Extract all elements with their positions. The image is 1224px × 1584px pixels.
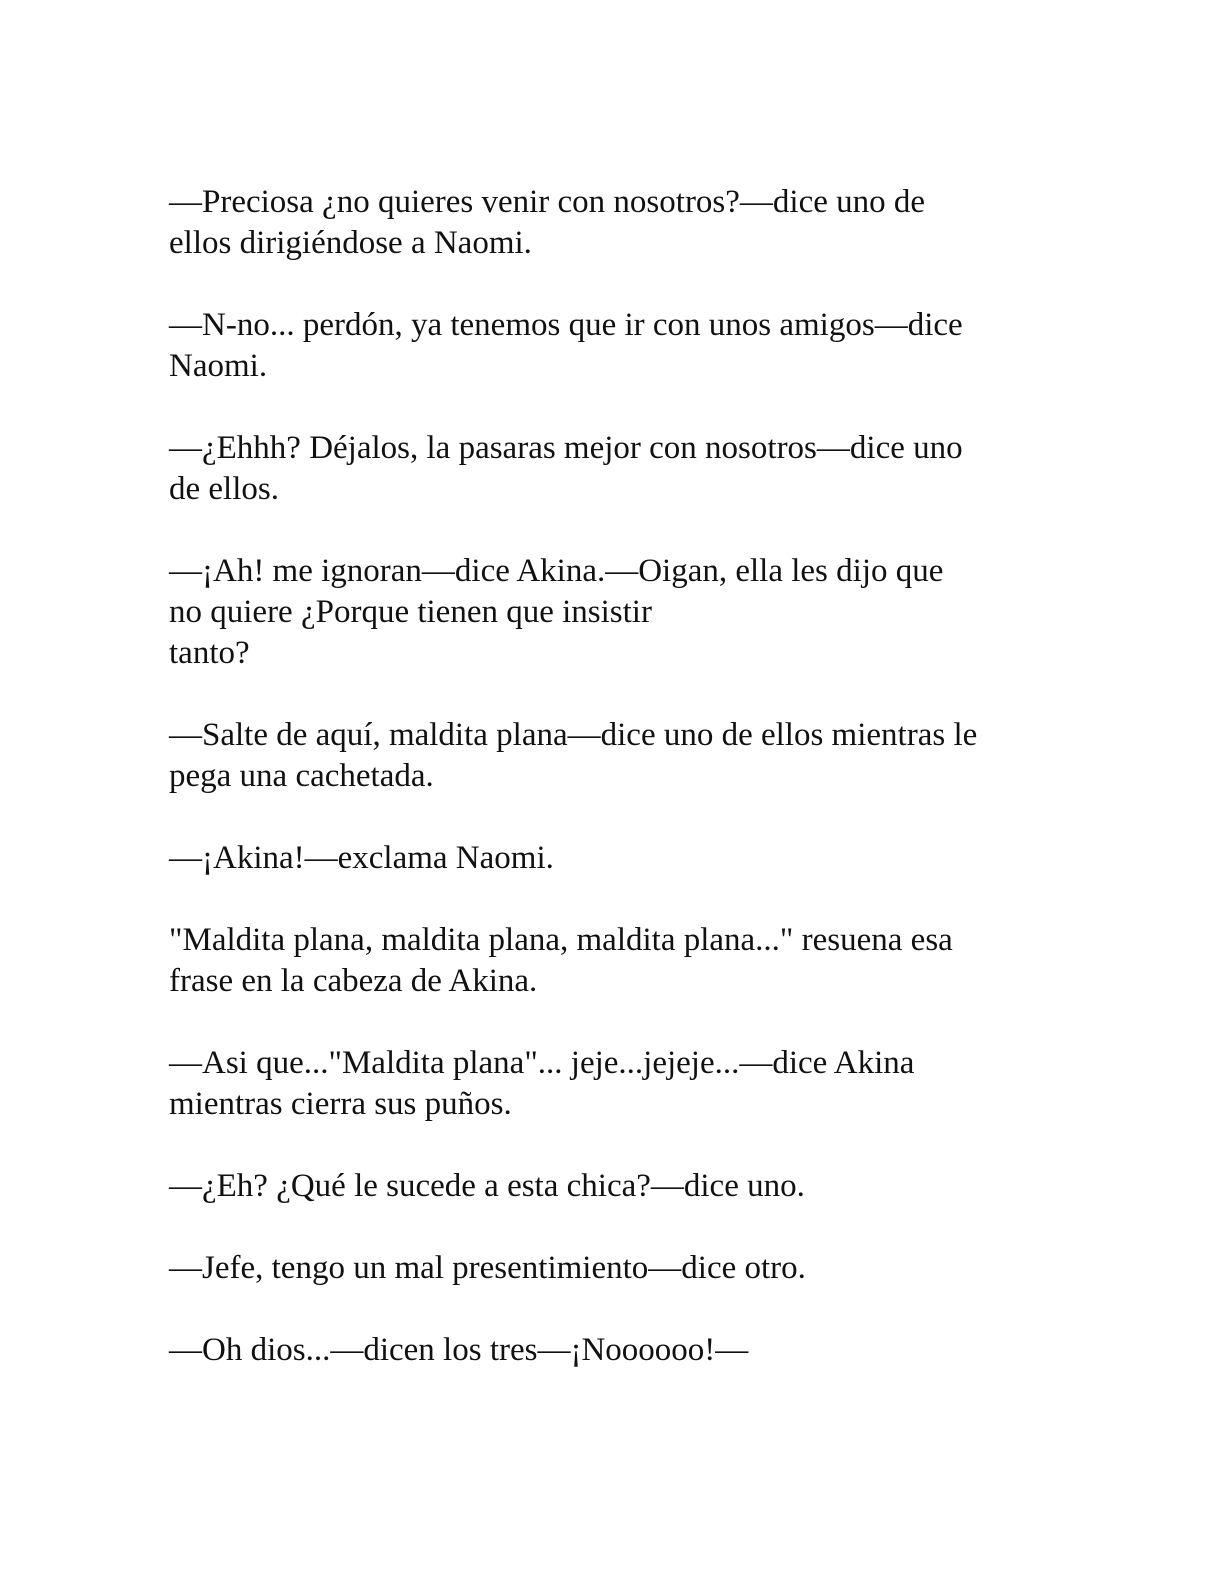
text-line: "Maldita plana, maldita plana, maldita plana..." resuena esa: [169, 922, 953, 958]
text-line: frase en la cabeza de Akina.: [169, 963, 538, 999]
paragraph: [169, 920, 1069, 1002]
text-line: —Oh dios...—dicen los tres—¡Noooooo!—: [169, 1332, 749, 1368]
text-line: tanto?: [169, 635, 250, 671]
paragraph: [169, 182, 1069, 264]
text-line: ellos dirigiéndose a Naomi.: [169, 225, 532, 261]
story-text: [169, 182, 1069, 1412]
text-line: no quiere ¿Porque tienen que insistir: [169, 594, 652, 630]
text-line: —¿Ehhh? Déjalos, la pasaras mejor con nosotros—dice uno: [169, 430, 963, 466]
text-line: Naomi.: [169, 348, 268, 384]
paragraph: [169, 715, 1069, 797]
text-line: —Asi que..."Maldita plana"... jeje...jejeje...—dice Akina: [169, 1045, 915, 1081]
text-line: —Jefe, tengo un mal presentimiento—dice otro.: [169, 1250, 806, 1286]
paragraph: [169, 1330, 1069, 1371]
text-line: —Preciosa ¿no quieres venir con nosotros?—dice uno de: [169, 184, 926, 220]
text-line: de ellos.: [169, 471, 279, 507]
paragraph: [169, 1248, 1069, 1289]
text-line: —Salte de aquí, maldita plana—dice uno de ellos mientras le: [169, 717, 978, 753]
text-line: —¿Eh? ¿Qué le sucede a esta chica?—dice uno.: [169, 1168, 805, 1204]
paragraph: [169, 1166, 1069, 1207]
paragraph: [169, 551, 1069, 674]
text-line: —¡Ah! me ignoran—dice Akina.—Oigan, ella les dijo que: [169, 553, 944, 589]
paragraph: [169, 838, 1069, 879]
paragraph: [169, 1043, 1069, 1125]
text-line: —¡Akina!—exclama Naomi.: [169, 840, 554, 876]
paragraph: [169, 305, 1069, 387]
paragraph: [169, 428, 1069, 510]
text-line: —N-no... perdón, ya tenemos que ir con unos amigos—dice: [169, 307, 963, 343]
text-line: pega una cachetada.: [169, 758, 434, 794]
text-line: mientras cierra sus puños.: [169, 1086, 512, 1122]
